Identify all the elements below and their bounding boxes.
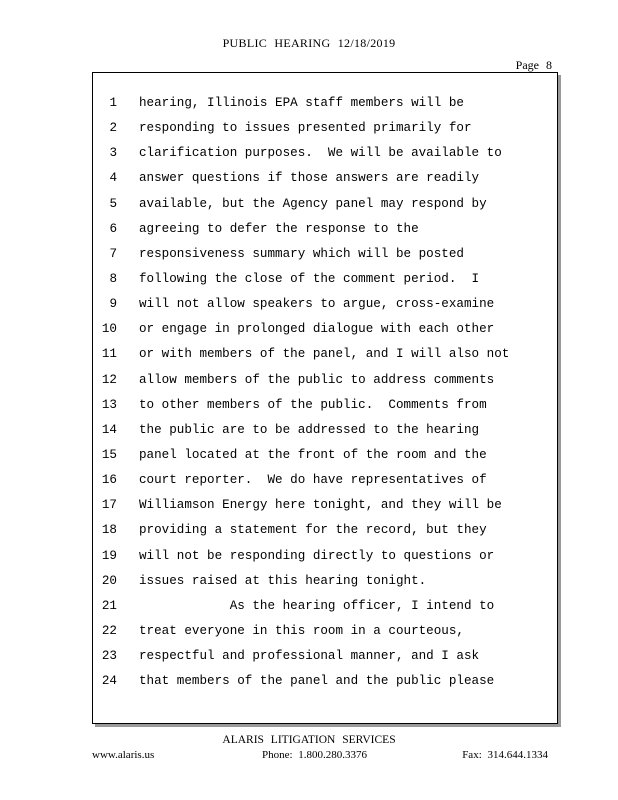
transcript-line bbox=[93, 594, 557, 619]
footer-website: www.alaris.us bbox=[92, 749, 155, 761]
line-number: 7 bbox=[109, 246, 117, 261]
transcript-line bbox=[93, 217, 557, 242]
line-text: or with members of the panel, and I will also not bbox=[139, 347, 510, 362]
transcript-line bbox=[93, 669, 557, 694]
document-header-title: PUBLIC HEARING 12/18/2019 bbox=[222, 36, 396, 50]
transcript-line bbox=[93, 544, 557, 569]
line-text: or engage in prolonged dialogue with each other bbox=[139, 322, 495, 337]
transcript-line bbox=[93, 443, 557, 468]
line-text: issues raised at this hearing tonight. bbox=[139, 573, 427, 588]
line-text: available, but the Agency panel may respond by bbox=[139, 196, 487, 211]
transcript-line bbox=[93, 267, 557, 292]
transcript-page-frame bbox=[92, 72, 558, 724]
line-text: that members of the panel and the public please bbox=[139, 674, 495, 689]
line-number: 22 bbox=[101, 623, 117, 638]
transcript-line bbox=[93, 619, 557, 644]
line-text: agreeing to defer the response to the bbox=[139, 221, 419, 236]
transcript-line bbox=[93, 518, 557, 543]
line-text: Williamson Energy here tonight, and they will be bbox=[139, 498, 502, 513]
line-number: 23 bbox=[101, 649, 117, 664]
line-number: 18 bbox=[101, 523, 117, 538]
line-number: 1 bbox=[109, 96, 117, 110]
line-number: 4 bbox=[109, 171, 117, 186]
line-text: treat everyone in this room in a courteous, bbox=[139, 623, 464, 638]
line-text: responsiveness summary which will be posted bbox=[139, 246, 464, 261]
line-number: 12 bbox=[101, 372, 117, 387]
line-text: respectful and professional manner, and I ask bbox=[139, 649, 480, 664]
line-number: 20 bbox=[101, 573, 117, 588]
line-number: 21 bbox=[101, 598, 117, 613]
transcript-line bbox=[93, 393, 557, 418]
footer-company-name: ALARIS LITIGATION SERVICES bbox=[222, 734, 396, 746]
transcript-line bbox=[93, 292, 557, 317]
line-number: 3 bbox=[109, 146, 117, 161]
transcript-line bbox=[93, 317, 557, 342]
line-text: providing a statement for the record, but they bbox=[139, 523, 487, 538]
page-number: Page 8 bbox=[515, 58, 552, 72]
footer-phone: Phone: 1.800.280.3376 bbox=[262, 749, 368, 761]
transcript-lines bbox=[93, 91, 557, 694]
line-text: hearing, Illinois EPA staff members will be bbox=[139, 96, 464, 110]
transcript-line bbox=[93, 342, 557, 367]
transcript-line bbox=[93, 242, 557, 267]
line-number: 24 bbox=[101, 674, 117, 689]
line-text: court reporter. We do have representatives of bbox=[139, 473, 487, 488]
transcript-line bbox=[93, 468, 557, 493]
transcript-line bbox=[93, 418, 557, 443]
transcript-line bbox=[93, 166, 557, 191]
line-text: to other members of the public. Comments from bbox=[139, 397, 487, 412]
line-text: clarification purposes. We will be available to bbox=[139, 146, 502, 161]
line-number: 10 bbox=[101, 322, 117, 337]
line-number: 9 bbox=[109, 297, 117, 312]
line-number: 14 bbox=[101, 422, 117, 437]
line-text: will not allow speakers to argue, cross-examine bbox=[139, 297, 495, 312]
line-number: 5 bbox=[109, 196, 117, 211]
line-number: 2 bbox=[109, 121, 117, 136]
line-text: the public are to be addressed to the hearing bbox=[139, 422, 480, 437]
line-number: 17 bbox=[101, 498, 117, 513]
footer-fax: Fax: 314.644.1334 bbox=[462, 749, 548, 761]
line-number: 19 bbox=[101, 548, 117, 563]
transcript-line bbox=[93, 116, 557, 141]
transcript-line bbox=[93, 569, 557, 594]
line-number: 15 bbox=[101, 447, 117, 462]
transcript-line bbox=[93, 493, 557, 518]
line-text: responding to issues presented primarily for bbox=[139, 121, 472, 136]
line-text: As the hearing officer, I intend to bbox=[139, 598, 495, 613]
transcript-line bbox=[93, 368, 557, 393]
line-text: allow members of the public to address comments bbox=[139, 372, 495, 387]
line-text: following the close of the comment period. I bbox=[139, 271, 480, 286]
line-number: 16 bbox=[101, 473, 117, 488]
line-number: 6 bbox=[109, 221, 117, 236]
line-text: answer questions if those answers are readily bbox=[139, 171, 480, 186]
line-number: 11 bbox=[101, 347, 117, 362]
line-number: 8 bbox=[109, 271, 117, 286]
line-text: panel located at the front of the room and the bbox=[139, 447, 487, 462]
transcript-line bbox=[93, 192, 557, 217]
line-text: will not be responding directly to questions or bbox=[139, 548, 495, 563]
transcript-line bbox=[93, 141, 557, 166]
transcript-line bbox=[93, 91, 557, 116]
transcript-line bbox=[93, 644, 557, 669]
line-number: 13 bbox=[101, 397, 117, 412]
